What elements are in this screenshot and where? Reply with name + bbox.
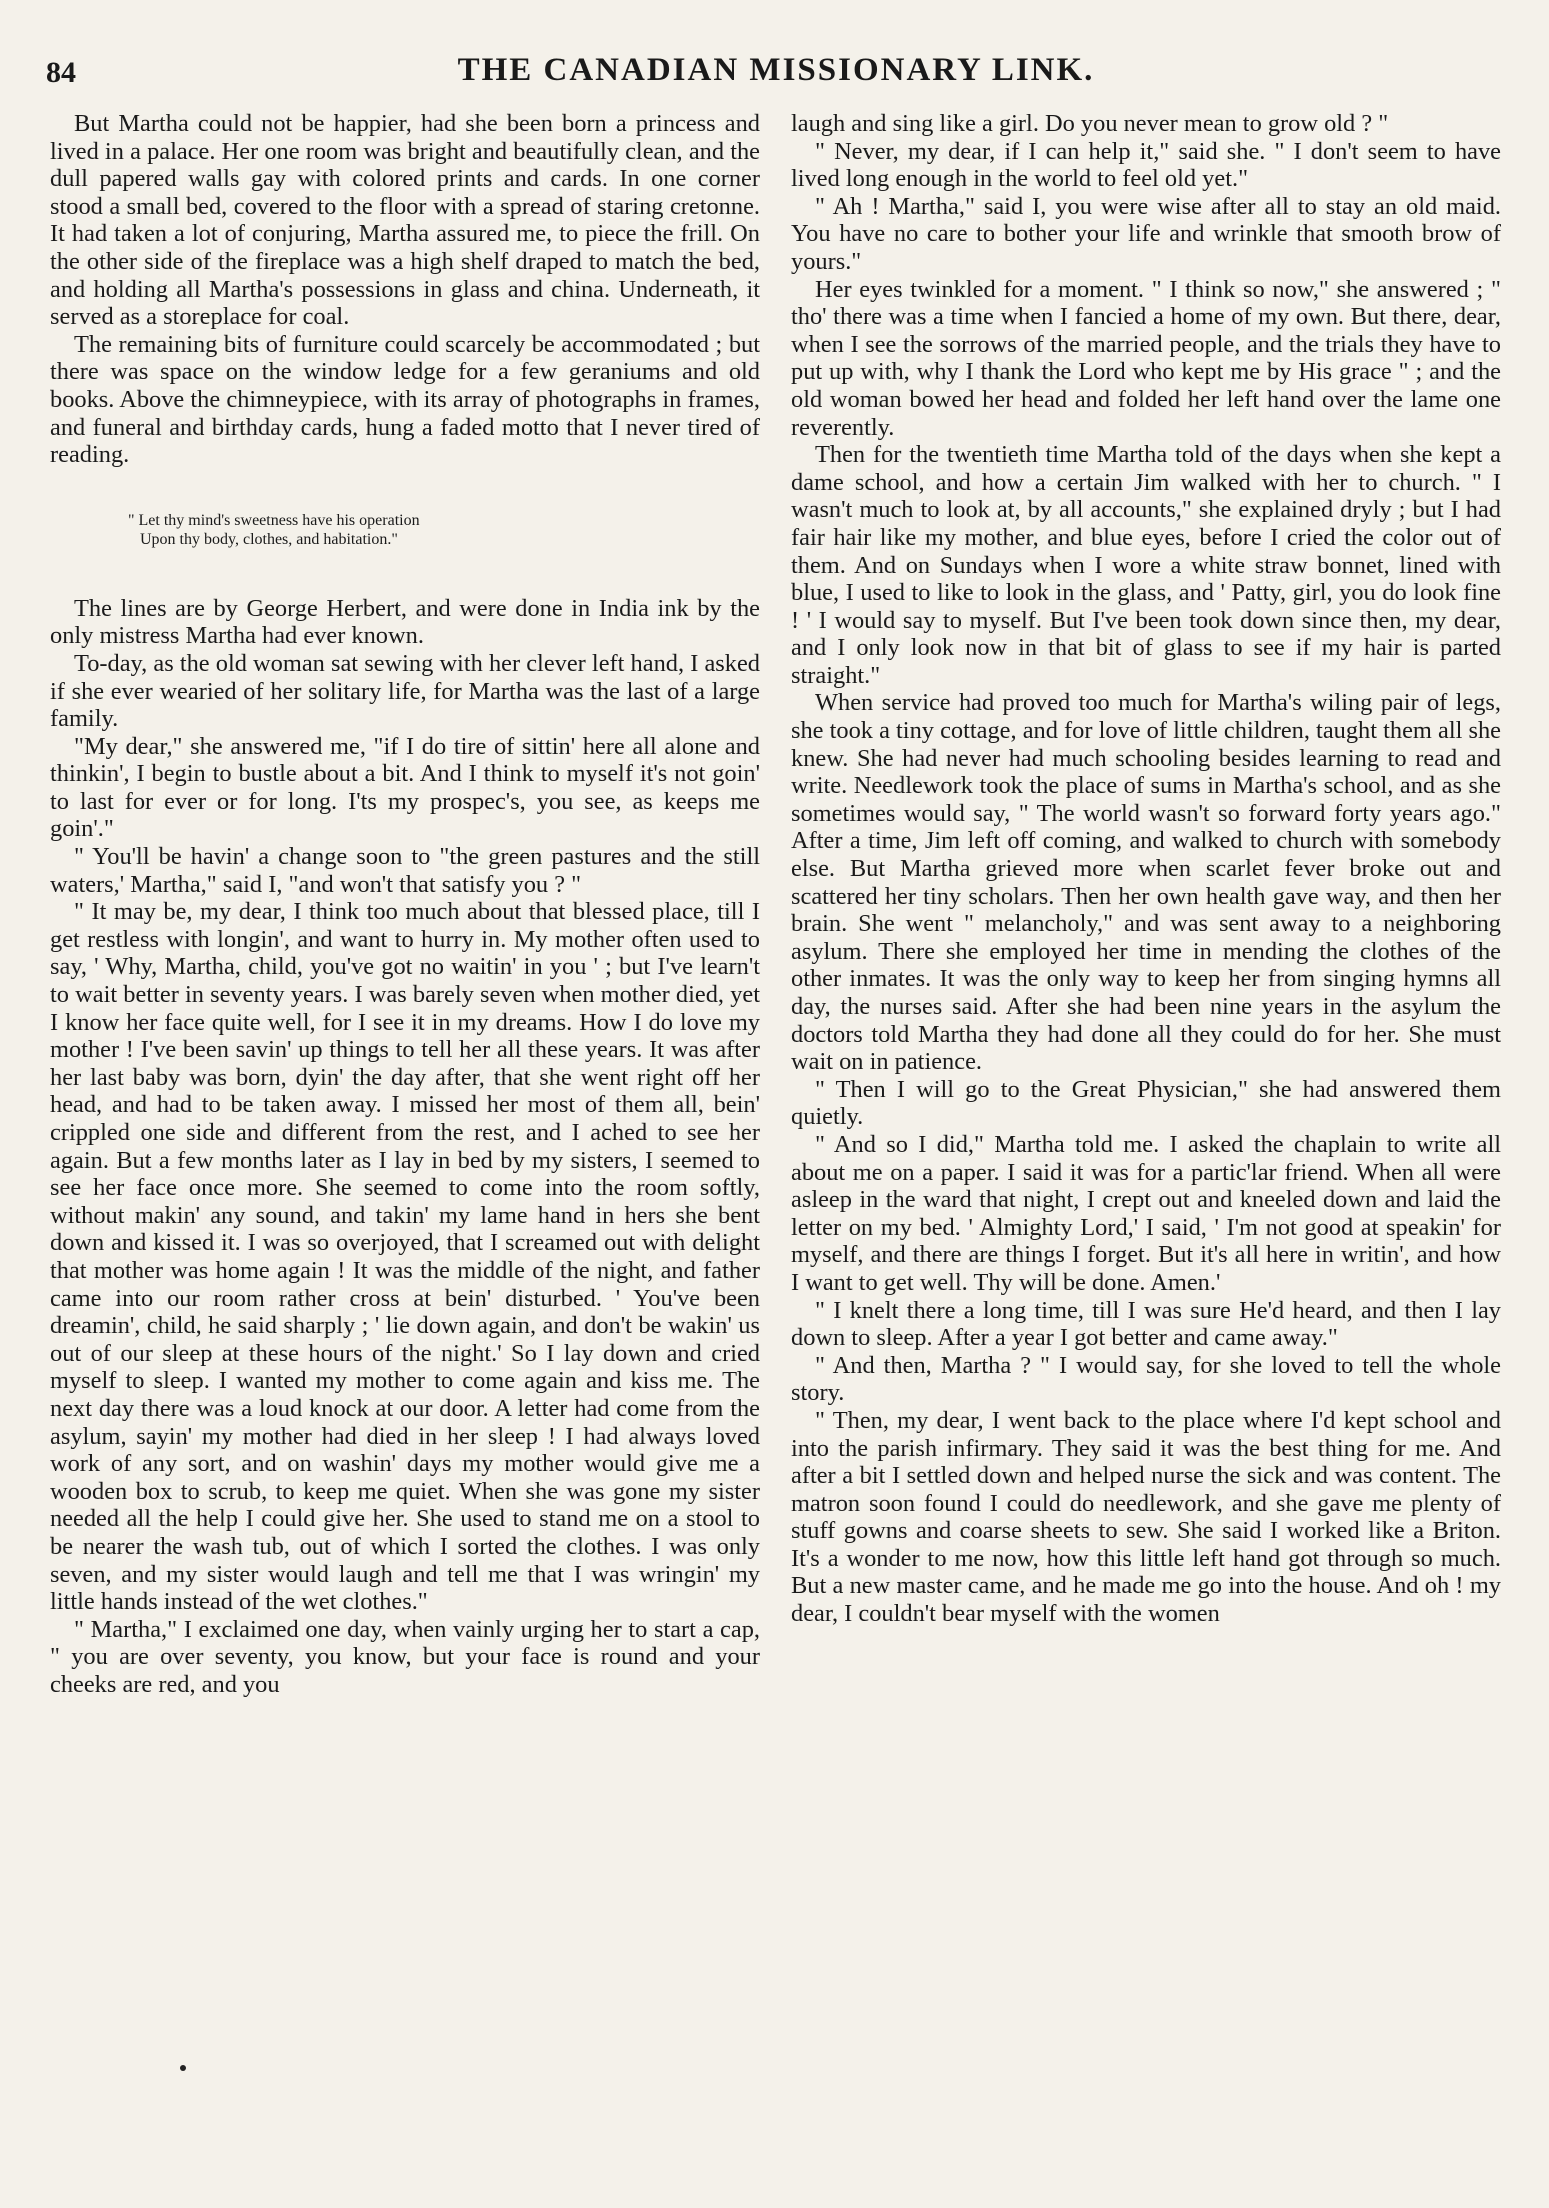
paragraph: " And then, Martha ? " I would say, for she loved to tell the whole story.	[791, 1351, 1501, 1407]
right-column	[791, 110, 1501, 1628]
paragraph: laugh and sing like a girl. Do you never mean to grow old ? "	[791, 110, 1389, 137]
left-column	[50, 110, 760, 1698]
paragraph: " It may be, my dear, I think too much about that blessed place, till I get restless with longin', and want to hurry in. My mother often used to say, ' Why, Martha, child, you've got no waitin' in you ' ; but I've learn't to wait better in seventy years. I was barely seven when mother died, yet I know her face quite well, for I see it in my dreams. How I do love my mother ! I've been savin' up things to tell her all these years. It was after her last baby was born, dyin' the day after, that she went right off her head, and had to be taken away. I missed her most of them all, bein' crippled one side and different from the rest, and I ached to see her again. But a few months later as I lay in bed by my sisters, I seemed to see her face once more. She seemed to come into the room softly, without makin' any sound, and takin' my lame hand in hers she bent down and kissed it. I was so overjoyed, that I screamed out with delight that mother was home again ! It was the middle of the night, and father came into our room rather cross at bein' disturbed. ' You've been dreamin', child, he said sharply ; ' lie down again, and don't be wakin' us out of our sleep at these hours of the night.' So I lay down and cried myself to sleep. I wanted my mother to come again and kiss me. The next day there was a loud knock at our door. A letter had come from the asylum, sayin' my mother had died in her sleep ! I had always loved work of any sort, and on washin' days my mother would give me a wooden box to scrub, to keep me quiet. When she was gone my sister needed all the help I could give her. She used to stand me on a stool to be nearer the wash tub, out of which I sorted the clothes. I was only seven, and my sister would laugh and tell me that I was wringin' my little hands instead of the wet clothes."	[50, 898, 760, 1616]
page-number: 84	[46, 56, 76, 89]
paragraph: To-day, as the old woman sat sewing with her clever left hand, I asked if she ever wearied of her solitary life, for Martha was the last of a large family.	[50, 649, 760, 733]
paragraph: The lines are by George Herbert, and were done in India ink by the only mistress Martha had ever known.	[50, 594, 760, 650]
paragraph: Then for the twentieth time Martha told of the days when she kept a dame school, and how a certain Jim walked with her to church. " I wasn't much to look at, by all accounts," she explained dryly ; but I had fair hair like my mother, and blue eyes, before I cried the color out of them. And on Sundays when I wore a white straw bonnet, lined with blue, I used to like to look in the glass, and ' Patty, girl, you do look fine ! ' I would say to myself. But I've been took down since then, my dear, and I only look now in that bit of glass to see if my hair is parted straight."	[791, 441, 1501, 689]
paragraph: When service had proved too much for Martha's wiling pair of legs, she took a tiny cottage, and for love of little children, taught them all she knew. She had never had much schooling besides learning to read and write. Needlework took the place of sums in Martha's school, and as she sometimes would say, " The world wasn't so forward forty years ago." After a time, Jim left off coming, and walked to church with somebody else. But Martha grieved more when scarlet fever broke out and scattered her tiny scholars. Then her own health gave way, and then her brain. She went " melancholy," and was sent away to a neighboring asylum. There she employed her time in mending the clothes of the other inmates. It was the only way to keep her from singing hymns all day, the nurses said. After she had been nine years in the asylum the doctors told Martha they had done all they could do for her. She must wait on in patience.	[791, 689, 1501, 1076]
paragraph: " And so I did," Martha told me. I asked the chaplain to write all about me on a paper. I said it was for a partic'lar friend. When all were asleep in the ward that night, I crept out and kneeled down and laid the letter on my bed. ' Almighty Lord,' I said, ' I'm not good at speakin' for myself, and there are things I forget. But it's all here in writin', and how I want to get well. Thy will be done. Amen.'	[791, 1130, 1501, 1296]
motto-quote	[50, 511, 760, 549]
motto-line: Upon thy body, clothes, and habitation."	[140, 530, 398, 548]
paragraph: " Never, my dear, if I can help it," said she. " I don't seem to have lived long enough in the world to feel old yet."	[791, 137, 1501, 193]
print-dot	[180, 2065, 186, 2071]
paragraph: " Then, my dear, I went back to the place where I'd kept school and into the parish infirmary. They said it was the best thing for me. And after a bit I settled down and helped nurse the sick and was content. The matron soon found I could do needlework, and she gave me plenty of stuff gowns and coarse sheets to sew. She said I worked like a Briton. It's a wonder to me now, how this little left hand got through so much. But a new master came, and he made me go into the house. And oh ! my dear, I couldn't bear myself with the women	[791, 1406, 1501, 1628]
page-header	[46, 52, 1506, 96]
paragraph: " You'll be havin' a change soon to "the green pastures and the still waters,' Martha," said I, "and won't that satisfy you ? "	[50, 843, 760, 898]
paragraph: " Martha," I exclaimed one day, when vainly urging her to start a cap, " you are over seventy, you know, but your face is round and your cheeks are red, and you	[50, 1615, 760, 1698]
paragraph: "My dear," she answered me, "if I do tire of sittin' here all alone and thinkin', I begin to bustle about a bit. And I think to myself it's not goin' to last for ever or for long. I'ts my prospec's, you see, as keeps me goin'."	[50, 732, 760, 843]
paragraph: " Ah ! Martha," said I, you were wise after all to stay an old maid. You have no care to bother your life and wrinkle that smooth brow of yours."	[791, 192, 1501, 275]
paragraph: " I knelt there a long time, till I was sure He'd heard, and then I lay down to sleep. After a year I got better and came away."	[791, 1296, 1501, 1352]
paragraph: Her eyes twinkled for a moment. " I think so now," she answered ; " tho' there was a time when I fancied a home of my own. But there, dear, when I see the sorrows of the married people, and the trials they have to put up with, why I thank the Lord who kept me by His grace " ; and the old woman bowed her head and folded her left hand over the lame one reverently.	[791, 275, 1501, 441]
paragraph: " Then I will go to the Great Physician," she had answered them quietly.	[791, 1075, 1501, 1131]
running-title: THE CANADIAN MISSIONARY LINK.	[457, 52, 1095, 88]
motto-line: " Let thy mind's sweetness have his operation	[128, 511, 420, 529]
paragraph: But Martha could not be happier, had she been born a princess and lived in a palace. Her one room was bright and beautifully clean, and the dull papered walls gay with colored prints and cards. In one corner stood a small bed, covered to the floor with a spread of staring cretonne. It had taken a lot of conjuring, Martha assured me, to piece the frill. On the other side of the fireplace was a high shelf draped to match the bed, and holding all Martha's possessions in glass and china. Underneath, it served as a storeplace for coal.	[50, 110, 760, 331]
paragraph: The remaining bits of furniture could scarcely be accommodated ; but there was space on the window ledge for a few geraniums and old books. Above the chimneypiece, with its array of photographs in frames, and funeral and birthday cards, hung a faded motto that I never tired of reading.	[50, 330, 760, 469]
